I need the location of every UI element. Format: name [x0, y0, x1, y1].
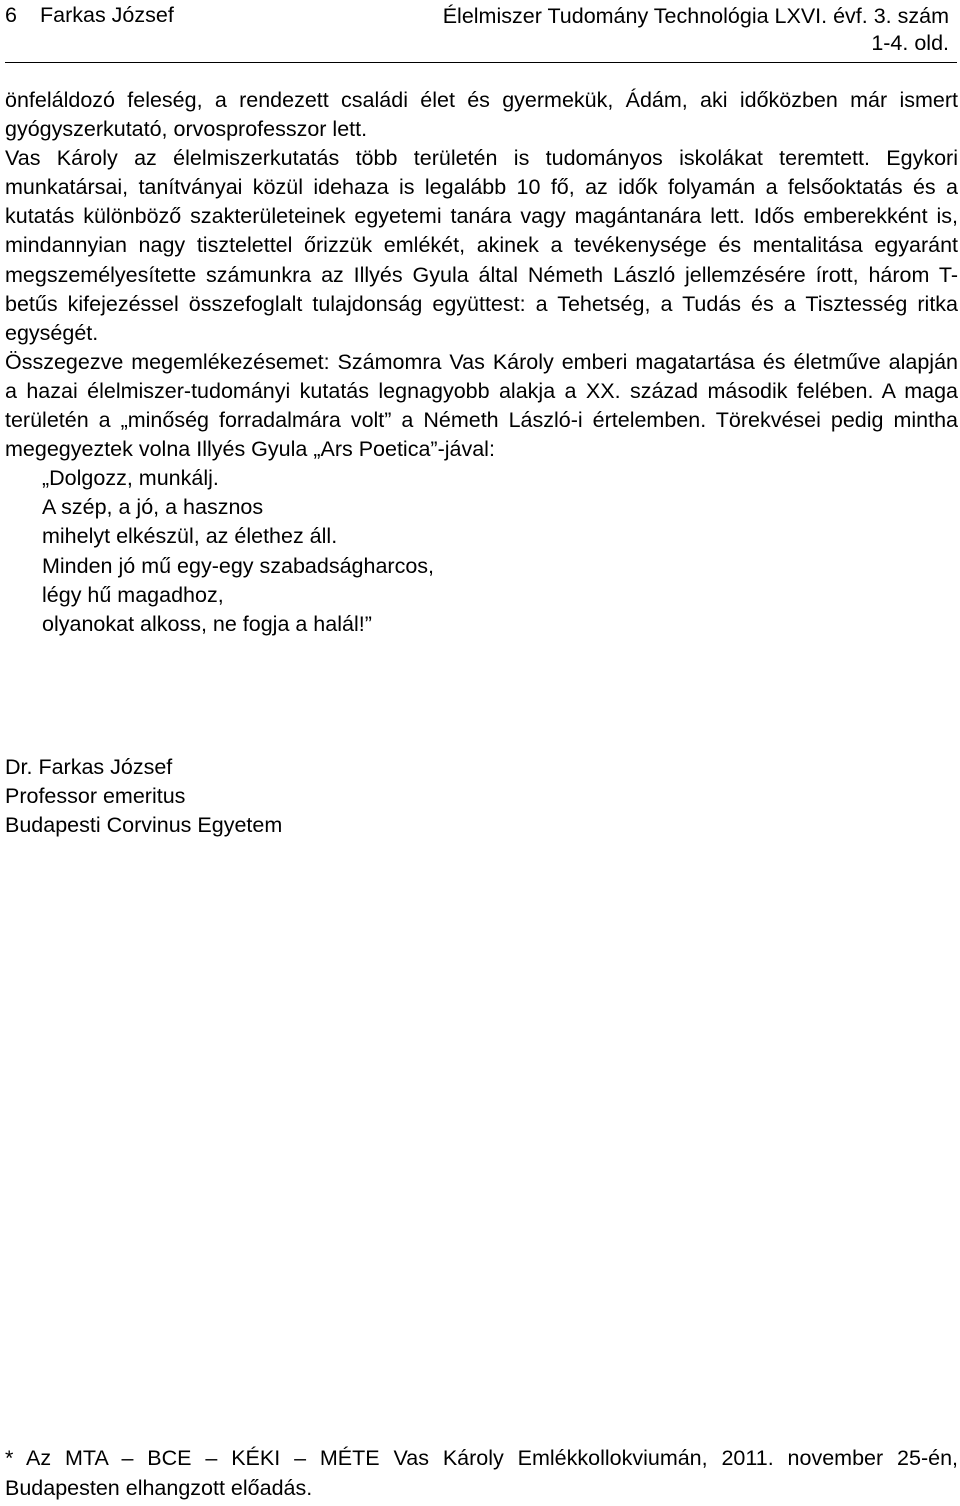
- header-journal: Élelmiszer Tudomány Technológia LXVI. évf. 3. szám 1-4. old.: [442, 4, 949, 55]
- poem-line: „Dolgozz, munkálj.: [42, 466, 219, 491]
- paragraph: Vas Károly az élelmiszerkutatás több területén is tudományos iskolákat teremtett. Egykori munkatársai, tanítványai közül idehaza is legalább 10 fő, az idők folyamán a felsőoktatás és a kutatás különböző szakterületeinek egyetemi tanára vagy magántanára lett. Idős emberekként is, mindannyian nagy tisztelettel őrizzük emlékét, akinek a tevékenysége és mentalitása egyaránt megszemélyesítette számunkra az Illyés Gyula által Németh László jellemzésére írott, három T-betűs kifejezéssel összefoglalt tulajdonság együttest: a Tehetség, a Tudás és a Tisztesség ritka egységét.: [5, 146, 958, 345]
- footnote: * Az MTA – BCE – KÉKI – MÉTE Vas Károly Emlékkollokviumán, 2011. november 25-én, Budapesten elhangzott előadás.: [5, 1446, 958, 1500]
- signature-block: [5, 753, 282, 840]
- signature-title: Professor emeritus: [5, 784, 186, 809]
- signature-name: Dr. Farkas József: [5, 755, 173, 779]
- page-header: [5, 3, 955, 59]
- poem-line: A szép, a jó, a hasznos: [42, 495, 264, 520]
- paragraph: Összegezve megemlékezésemet: Számomra Vas Károly emberi magatartása és életműve alapján a hazai élelmiszer-tudományi kutatás legnagyobb alakja a XX. század második felében. A maga területén a „minőség forradalmára volt” a Németh László-i értelemben. Törekvései pedig mintha megegyeztek volna Illyés Gyula „Ars Poetica”-jával:: [5, 349, 958, 462]
- poem-quote: [5, 464, 958, 639]
- paragraph: önfeláldozó feleség, a rendezett családi élet és gyermekük, Ádám, aki időközben már ismert gyógyszerkutató, orvosprofesszor lett.: [5, 88, 958, 142]
- header-author: Farkas József: [40, 3, 174, 27]
- page-number: 6: [5, 3, 17, 27]
- header-rule: [5, 62, 957, 63]
- poem-line: légy hű magadhoz,: [42, 582, 224, 607]
- poem-line: mihelyt elkészül, az élethez áll.: [42, 524, 338, 549]
- poem-line: olyanokat alkoss, ne fogja a halál!”: [42, 611, 372, 636]
- poem-line: Minden jó mű egy-egy szabadságharcos,: [42, 553, 434, 578]
- signature-institution: Budapesti Corvinus Egyetem: [5, 813, 283, 838]
- main-text: [5, 86, 958, 639]
